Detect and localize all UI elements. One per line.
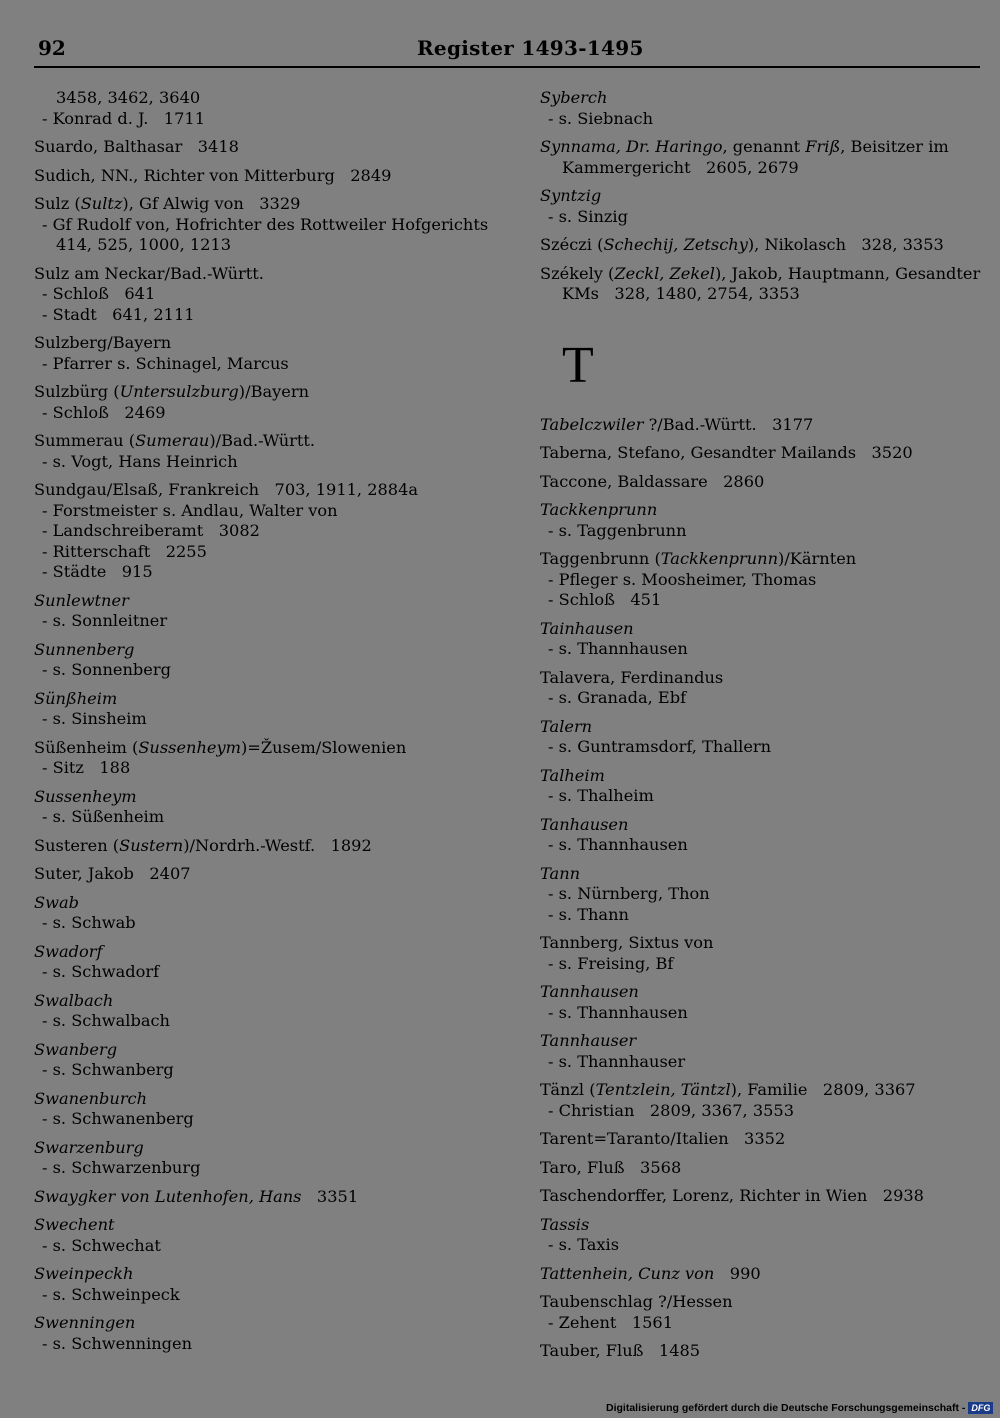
right-column	[540, 88, 985, 1370]
entry-headword: Tabelczwiler ?/Bad.-Württ. 3177	[540, 414, 814, 434]
index-entry	[34, 591, 504, 632]
index-entry	[34, 1040, 504, 1081]
entry-headword: Taccone, Baldassare 2860	[540, 471, 765, 491]
entry-subline: Kammergericht 2605, 2679	[562, 157, 799, 177]
entry-headword: Sudich, NN., Richter von Mitterburg 2849	[34, 165, 392, 185]
entry-headword: Tann	[540, 863, 581, 883]
entry-subline: - Christian 2809, 3367, 3553	[548, 1100, 795, 1120]
index-entry	[540, 500, 985, 541]
entry-headword: Syberch	[540, 88, 608, 107]
index-entry	[34, 137, 504, 158]
entry-subline: - s. Schwalbach	[42, 1011, 170, 1030]
entry-subline: - Schloß 451	[548, 590, 662, 609]
entry-subline: - s. Schwadorf	[42, 962, 160, 981]
entry-headword: Tannberg, Sixtus von	[540, 933, 714, 952]
entry-subline: - Ritterschaft 2255	[42, 541, 207, 561]
entry-headword: Swaygker von Lutenhofen, Hans 3351	[34, 1186, 359, 1206]
entry-subline: - Gf Rudolf von, Hofrichter des Rottweiler Hofgerichts	[42, 214, 489, 234]
index-entry	[540, 982, 985, 1023]
entry-headword: Swarzenburg	[34, 1137, 144, 1157]
entry-headword: Székely (Zeckl, Zekel), Jakob, Hauptmann, Gesandter	[540, 263, 981, 283]
entry-subline: - s. Schwab	[42, 913, 136, 932]
entry-headword: Taberna, Stefano, Gesandter Mailands 3520	[540, 443, 913, 462]
entry-headword: Swechent	[34, 1215, 115, 1234]
index-entry	[540, 235, 985, 256]
entry-headword: Talern	[540, 716, 593, 736]
entry-subline: - s. Guntramsdorf, Thallern	[548, 737, 772, 756]
index-entry	[34, 640, 504, 681]
index-entry	[540, 137, 985, 178]
entry-headword: Susteren (Sustern)/Nordrh.-Westf. 1892	[34, 835, 372, 855]
entry-headword: 3458, 3462, 3640	[56, 88, 201, 107]
entry-subline: - s. Siebnach	[548, 108, 653, 128]
index-entry	[34, 991, 504, 1032]
entry-subline: - s. Thannhausen	[548, 835, 688, 854]
index-entry	[540, 549, 985, 611]
index-entry	[34, 836, 504, 857]
entry-subline: - s. Thannhausen	[548, 639, 688, 658]
entry-headword: Tarent=Taranto/Italien 3352	[540, 1129, 786, 1148]
index-entry	[34, 1264, 504, 1305]
index-entry	[34, 1215, 504, 1256]
entry-subline: - s. Schwechat	[42, 1235, 161, 1255]
index-entry	[540, 619, 985, 660]
entry-headword: Sulz am Neckar/Bad.-Württ.	[34, 263, 264, 283]
entry-subline: - s. Thannhausen	[548, 1002, 688, 1022]
entry-subline: - s. Süßenheim	[42, 807, 165, 826]
entry-subline: - s. Thannhauser	[548, 1051, 686, 1071]
index-entry	[540, 1292, 985, 1333]
entry-headword: Taro, Fluß 3568	[540, 1157, 682, 1177]
index-entry	[34, 88, 504, 129]
footer-text: Digitalisierung gefördert durch die Deutsche Forschungsgemeinschaft -	[606, 1402, 966, 1414]
index-entry	[540, 264, 985, 305]
index-entry	[540, 668, 985, 709]
entry-subline: - s. Schweinpeck	[42, 1284, 180, 1304]
entry-subline: - Pfarrer s. Schinagel, Marcus	[42, 353, 289, 373]
index-entry	[34, 689, 504, 730]
section-letter: T	[562, 336, 594, 394]
entry-subline: - s. Schwanenberg	[42, 1109, 194, 1128]
entry-headword: Swanberg	[34, 1039, 118, 1059]
index-entry	[540, 472, 985, 493]
page-number: 92	[38, 36, 66, 60]
entry-subline: - Zehent 1561	[548, 1312, 674, 1332]
index-entry	[540, 1264, 985, 1285]
entry-headword: Suardo, Balthasar 3418	[34, 137, 239, 156]
entry-headword: Taggenbrunn (Tackkenprunn)/Kärnten	[540, 549, 857, 568]
entry-subline: - s. Sinsheim	[42, 709, 147, 728]
index-entry	[540, 1186, 985, 1207]
entry-headword: Talheim	[540, 765, 605, 785]
entry-headword: Süßenheim (Sussenheym)=Žusem/Slowenien	[34, 737, 407, 757]
index-entry	[540, 1341, 985, 1362]
index-entry	[540, 443, 985, 464]
index-entry	[34, 738, 504, 779]
entry-headword: Tänzl (Tentzlein, Täntzl), Familie 2809, 3367	[540, 1080, 916, 1099]
entry-headword: Swab	[34, 892, 79, 912]
index-entry	[540, 1215, 985, 1256]
entry-headword: Tanhausen	[540, 814, 629, 834]
entry-subline: - s. Freising, Bf	[548, 953, 674, 973]
index-entry	[540, 415, 985, 436]
index-entry	[540, 88, 985, 129]
entry-headword: Synnama, Dr. Haringo, genannt Friß, Beisitzer im	[540, 137, 949, 156]
index-entry	[34, 166, 504, 187]
entry-subline: - s. Sonnleitner	[42, 611, 168, 630]
entry-subline: - Sitz 188	[42, 758, 131, 777]
right-column-top	[540, 88, 985, 305]
index-entry	[34, 1138, 504, 1179]
entry-subline: - Landschreiberamt 3082	[42, 521, 260, 540]
entry-subline: - Stadt 641, 2111	[42, 304, 195, 324]
entry-subline: - s. Vogt, Hans Heinrich	[42, 451, 238, 471]
entry-subline: KMs 328, 1480, 2754, 3353	[562, 284, 800, 303]
entry-headword: Swanenburch	[34, 1088, 148, 1108]
entry-subline: - s. Taggenbrunn	[548, 520, 687, 540]
index-entry	[540, 766, 985, 807]
entry-headword: Sweinpeckh	[34, 1264, 134, 1283]
entry-subline: - Forstmeister s. Andlau, Walter von	[42, 500, 338, 520]
entry-headword: Syntzig	[540, 186, 602, 205]
entry-headword: Swalbach	[34, 990, 114, 1010]
index-entry	[34, 382, 504, 423]
footer-credit	[606, 1402, 993, 1414]
index-entry	[34, 942, 504, 983]
entry-headword: Swadorf	[34, 941, 103, 961]
index-entry	[34, 1313, 504, 1354]
entry-subline: - s. Schwarzenburg	[42, 1158, 201, 1177]
entry-headword: Sunlewtner	[34, 590, 129, 610]
index-entry	[34, 893, 504, 934]
entry-subline: - s. Sinzig	[548, 206, 628, 226]
left-column	[34, 88, 504, 1362]
entry-subline: - s. Granada, Ebf	[548, 688, 687, 707]
index-entry	[34, 480, 504, 583]
entry-headword: Sunnenberg	[34, 639, 135, 659]
index-entry	[34, 264, 504, 326]
entry-headword: Tannhausen	[540, 982, 639, 1001]
index-entry	[540, 1158, 985, 1179]
entry-subline: - s. Taxis	[548, 1235, 620, 1254]
entry-subline: - s. Schwanberg	[42, 1060, 174, 1079]
page-title: Register 1493-1495	[417, 36, 644, 60]
dfg-logo: DFG	[968, 1402, 993, 1414]
index-entry	[540, 815, 985, 856]
right-column-bottom	[540, 415, 985, 1362]
entry-subline: - s. Schwenningen	[42, 1333, 193, 1353]
entry-headword: Sulz (Sultz), Gf Alwig von 3329	[34, 194, 301, 213]
entry-subline: - s. Nürnberg, Thon	[548, 884, 710, 903]
index-entry	[34, 864, 504, 885]
entry-headword: Suter, Jakob 2407	[34, 864, 191, 883]
index-entry	[540, 1129, 985, 1150]
index-entry	[540, 1080, 985, 1121]
entry-subline: - Schloß 2469	[42, 402, 166, 422]
index-entry	[34, 431, 504, 472]
entry-headword: Swenningen	[34, 1313, 136, 1332]
entry-headword: Tattenhein, Cunz von 990	[540, 1263, 761, 1283]
index-entry	[34, 1187, 504, 1208]
index-entry	[34, 194, 504, 256]
entry-subline: - s. Thann	[548, 904, 629, 924]
entry-headword: Sünßheim	[34, 688, 118, 708]
entry-subline: - Pfleger s. Moosheimer, Thomas	[548, 569, 817, 589]
entry-headword: Sundgau/Elsaß, Frankreich 703, 1911, 2884a	[34, 480, 419, 499]
entry-headword: Tassis	[540, 1214, 590, 1234]
entry-subline: - Schloß 641	[42, 284, 156, 303]
entry-headword: Sulzberg/Bayern	[34, 333, 172, 352]
entry-headword: Tackkenprunn	[540, 500, 658, 519]
index-entry	[34, 787, 504, 828]
entry-headword: Tainhausen	[540, 618, 634, 638]
index-entry	[540, 186, 985, 227]
index-entry	[34, 333, 504, 374]
entry-headword: Tauber, Fluß 1485	[540, 1341, 701, 1360]
entry-headword: Sussenheym	[34, 786, 137, 806]
index-entry	[540, 933, 985, 974]
page-header	[34, 36, 980, 68]
entry-subline: - Konrad d. J. 1711	[42, 108, 206, 128]
entry-subline: 414, 525, 1000, 1213	[56, 235, 232, 254]
entry-subline: - s. Thalheim	[548, 786, 654, 805]
entry-headword: Széczi (Schechij, Zetschy), Nikolasch 328, 3353	[540, 235, 944, 254]
entry-subline: - Städte 915	[42, 562, 153, 581]
entry-headword: Sulzbürg (Untersulzburg)/Bayern	[34, 382, 310, 401]
entry-headword: Talavera, Ferdinandus	[540, 667, 724, 687]
entry-subline: - s. Sonnenberg	[42, 660, 171, 679]
entry-headword: Taschendorffer, Lorenz, Richter in Wien 2938	[540, 1186, 924, 1205]
entry-headword: Taubenschlag ?/Hessen	[540, 1292, 733, 1311]
index-entry	[34, 1089, 504, 1130]
index-entry	[540, 1031, 985, 1072]
index-entry	[540, 717, 985, 758]
index-entry	[540, 864, 985, 926]
entry-headword: Tannhauser	[540, 1031, 637, 1050]
entry-headword: Summerau (Sumerau)/Bad.-Württ.	[34, 431, 316, 450]
